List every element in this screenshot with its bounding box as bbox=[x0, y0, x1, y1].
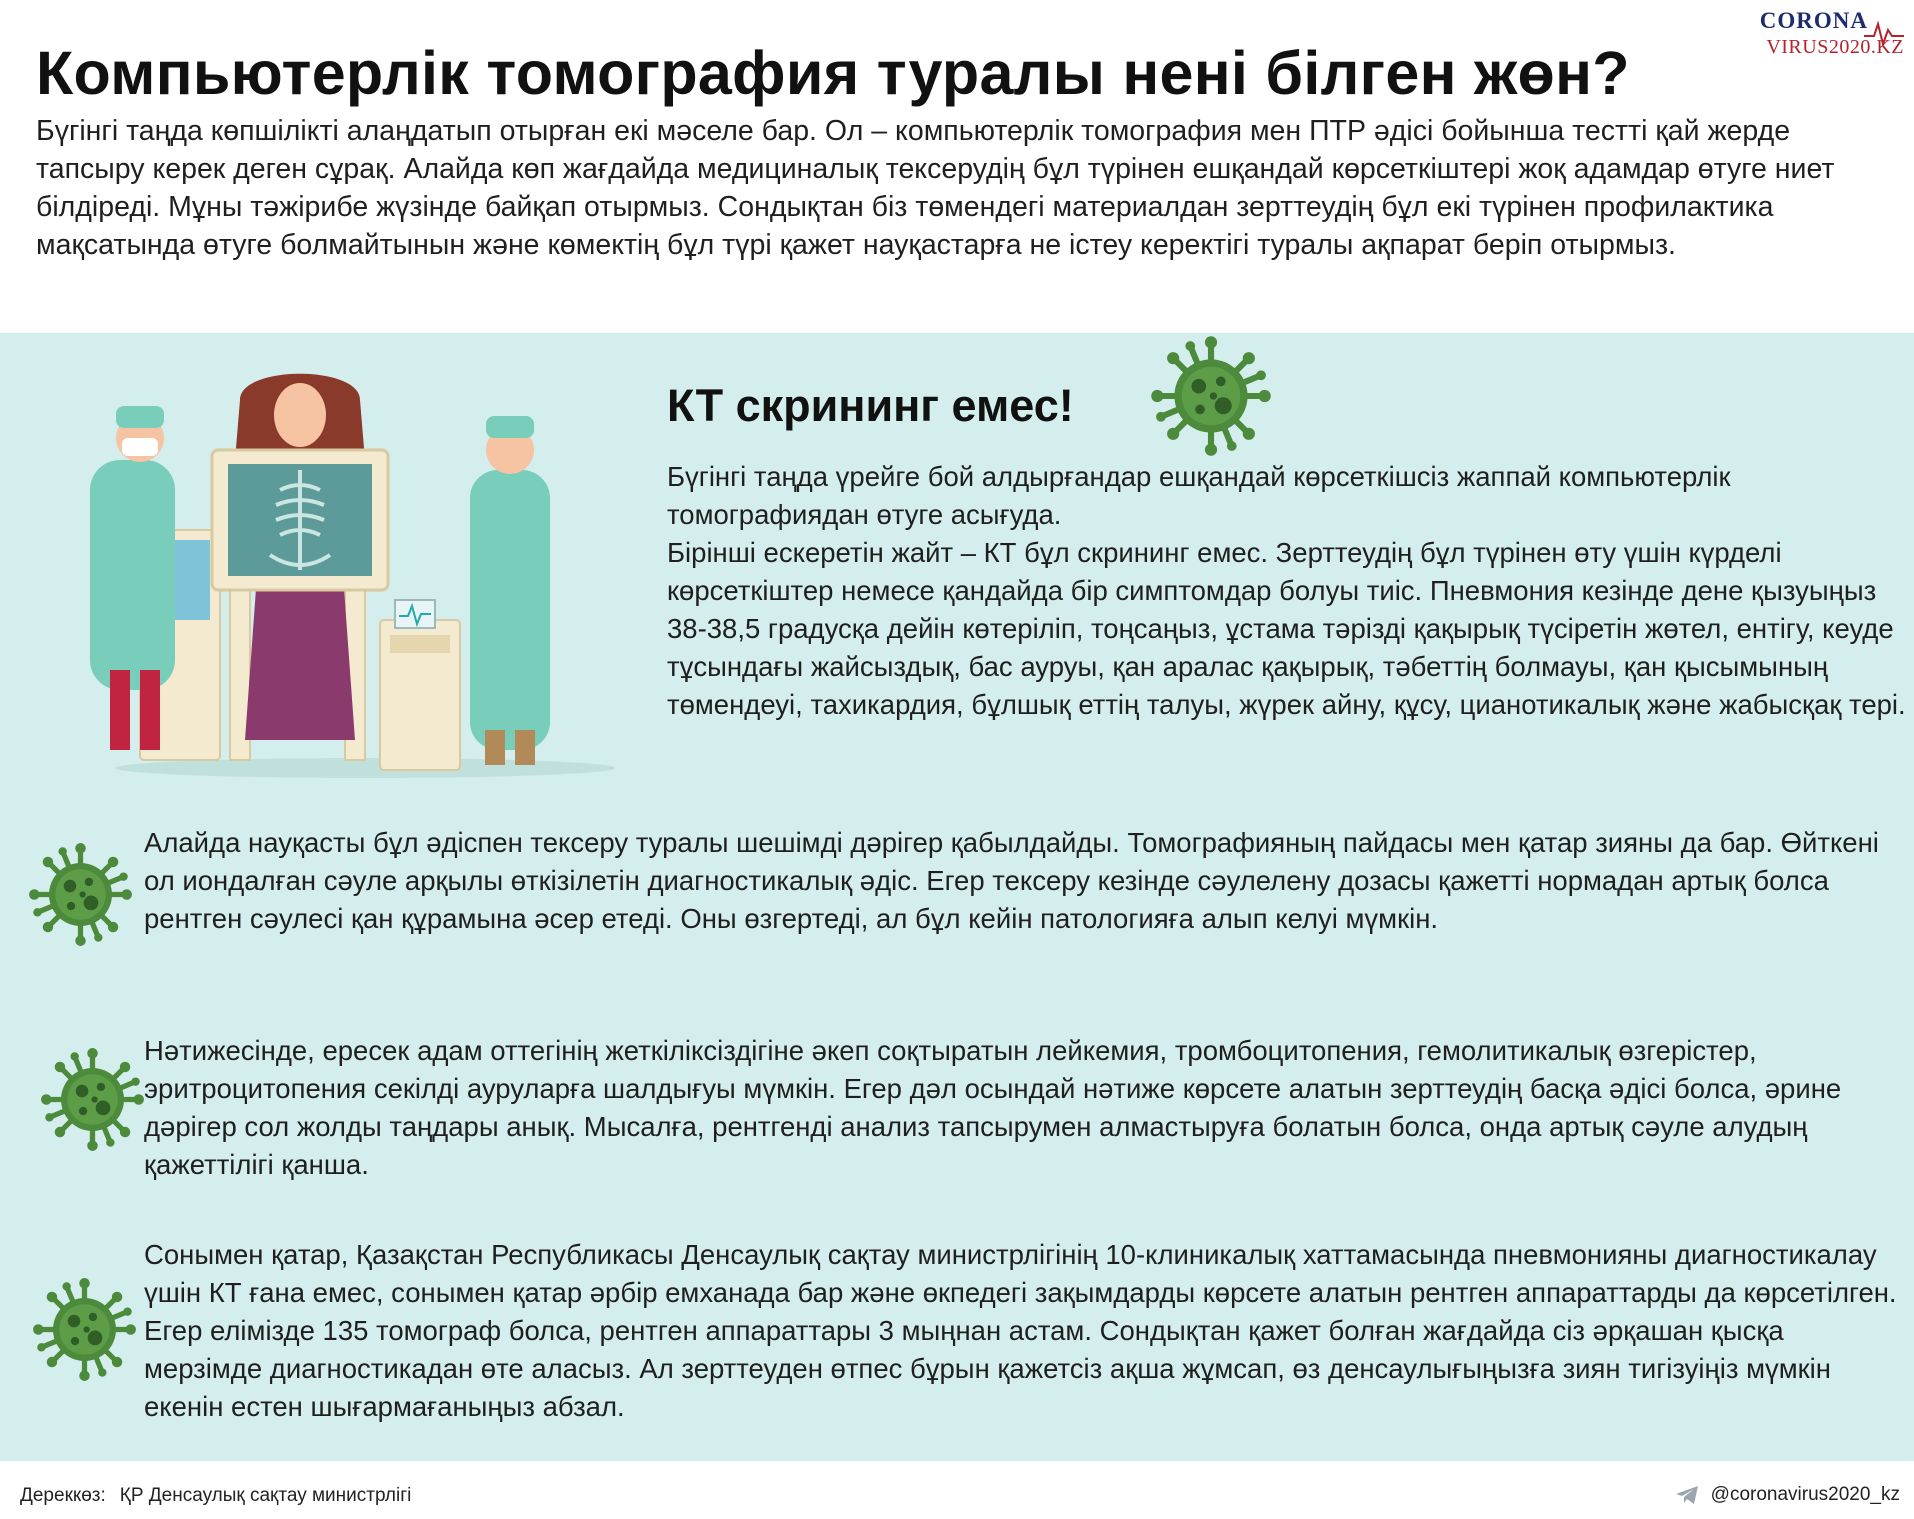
ct-scan-illustration bbox=[90, 370, 620, 780]
section-text: Бірінші ескеретін жайт – КТ бұл скрининг емес. Зерттеудің бұл түрінен өту үшін күрделі көрсеткіштер немесе қандайда бір симптомдар болуы тиіс. Пневмония кезінде дене қызуыңыз 38-38,5 градусқа дейін көтеріліп, тоңсаңыз, ұстама тәрізді қақырық түсіретін жөтел, ентігу, кеуде тұсындағы жайсыздық, бас ауруы, қан аралас қақырық, тәбеттің болмауы, қан қысымының төмендеуі, тахикардия, бұлшық еттің талуы, жүрек айну, құсу, цианотикалық және жабысқақ тері. bbox=[667, 537, 1906, 720]
corona-virus-logo[interactable] bbox=[1734, 8, 1904, 60]
virus-icon bbox=[1150, 335, 1272, 457]
paragraph-consequences: Нәтижесінде, ересек адам оттегінің жеткіліксіздігіне әкеп соқтыратын лейкемия, тромбоцитопения, гемолитикалық өзгерістер, эритроцитопения секілді ауруларға шалдығуы мүмкін. Егер дәл осындай нәтиже көрсете алатын зерттеудің басқа әдісі болса, әрине дәрігер сол жолды таңдары анық. Мысалға, рентгенді анализ тапсырумен алмастыруға болатын болса, онда артық сәуле алудың қажеттілігі қанша. bbox=[144, 1035, 1842, 1180]
source-label: Дереккөз: bbox=[20, 1485, 106, 1506]
logo-text-corona: CORONA bbox=[1759, 8, 1868, 33]
virus-icon bbox=[40, 1047, 145, 1152]
social-handle: @coronavirus2020_kz bbox=[1710, 1484, 1900, 1505]
source-credit bbox=[20, 1485, 411, 1507]
virus-icon bbox=[32, 1277, 137, 1382]
virus-icon bbox=[28, 842, 133, 947]
intro-text: Бүгінгі таңда көпшілікті алаңдатып отырған екі мәселе бар. Ол – компьютерлік томография мен ПТР әдісі бойынша тестті қай жерде тапсыру керек деген сұрақ. Алайда көп жағдайда медициналық тексерудің бұл түрінен ешқандай көрсеткіштері жоқ адамдар өтуге ниет білдіреді. Мұны тәжірибе жүзінде байқап отырмыз. Сондықтан біз төмендегі материалдан зерттеудің бұл екі түрінен профилактика мақсатында өтуге болмайтынын және көмектің бұл түрі қажет науқастарға не істеу керектігі туралы ақпарат беріп отырмыз. bbox=[36, 115, 1835, 261]
section-title: КТ скрининг емес! bbox=[667, 380, 1074, 431]
telegram-icon bbox=[1675, 1485, 1699, 1505]
section-lead: Бүгінгі таңда үрейге бой алдырғандар ешқандай көрсеткішсіз жаппай компьютерлік томографиядан өтуге асығуда. bbox=[667, 461, 1731, 530]
page-title: Компьютерлік томография туралы нені білген жөн? bbox=[36, 39, 1630, 107]
telegram-link[interactable] bbox=[1675, 1484, 1900, 1506]
section-body bbox=[667, 458, 1907, 724]
logo-text-virus: VIRUS2020.KZ bbox=[1766, 36, 1904, 58]
source-value: ҚР Денсаулық сақтау министрлігі bbox=[119, 1485, 412, 1506]
paragraph-decision: Алайда науқасты бұл әдіспен тексеру туралы шешімді дәрігер қабылдайды. Томографияның пайдасы мен қатар зияны да бар. Өйткені ол иондалған сәуле арқылы өткізілетін диагностикалық әдіс. Егер тексеру кезінде сәулелену дозасы қажетті нормадан артық болса рентген сәулесі қан құрамына әсер етеді. Оны өзгертеді, ал бұл кейін патологияға алып келуі мүмкін. bbox=[144, 827, 1879, 934]
paragraph-protocol: Сонымен қатар, Қазақстан Республикасы Денсаулық сақтау министрлігінің 10-клиникалық хаттамасында пневмонияны диагностикалау үшін КТ ғана емес, сонымен қатар әрбір емханада бар және өкпедегі зақымдарды көрсете алатын рентген аппараттарды да көрсетілген. Егер елімізде 135 томограф болса, рентген аппараттары 3 мыңнан астам. Сондықтан қажет болған жағдайда сіз әрқашан қысқа мерзімде диагностикадан өте аласыз. Ал зерттеуден өтпес бұрын қажетсіз ақша жұмсап, өз денсаулығыңызға зиян тигізуіңіз мүмкін екенін естен шығармағаныңыз абзал. bbox=[144, 1239, 1897, 1422]
